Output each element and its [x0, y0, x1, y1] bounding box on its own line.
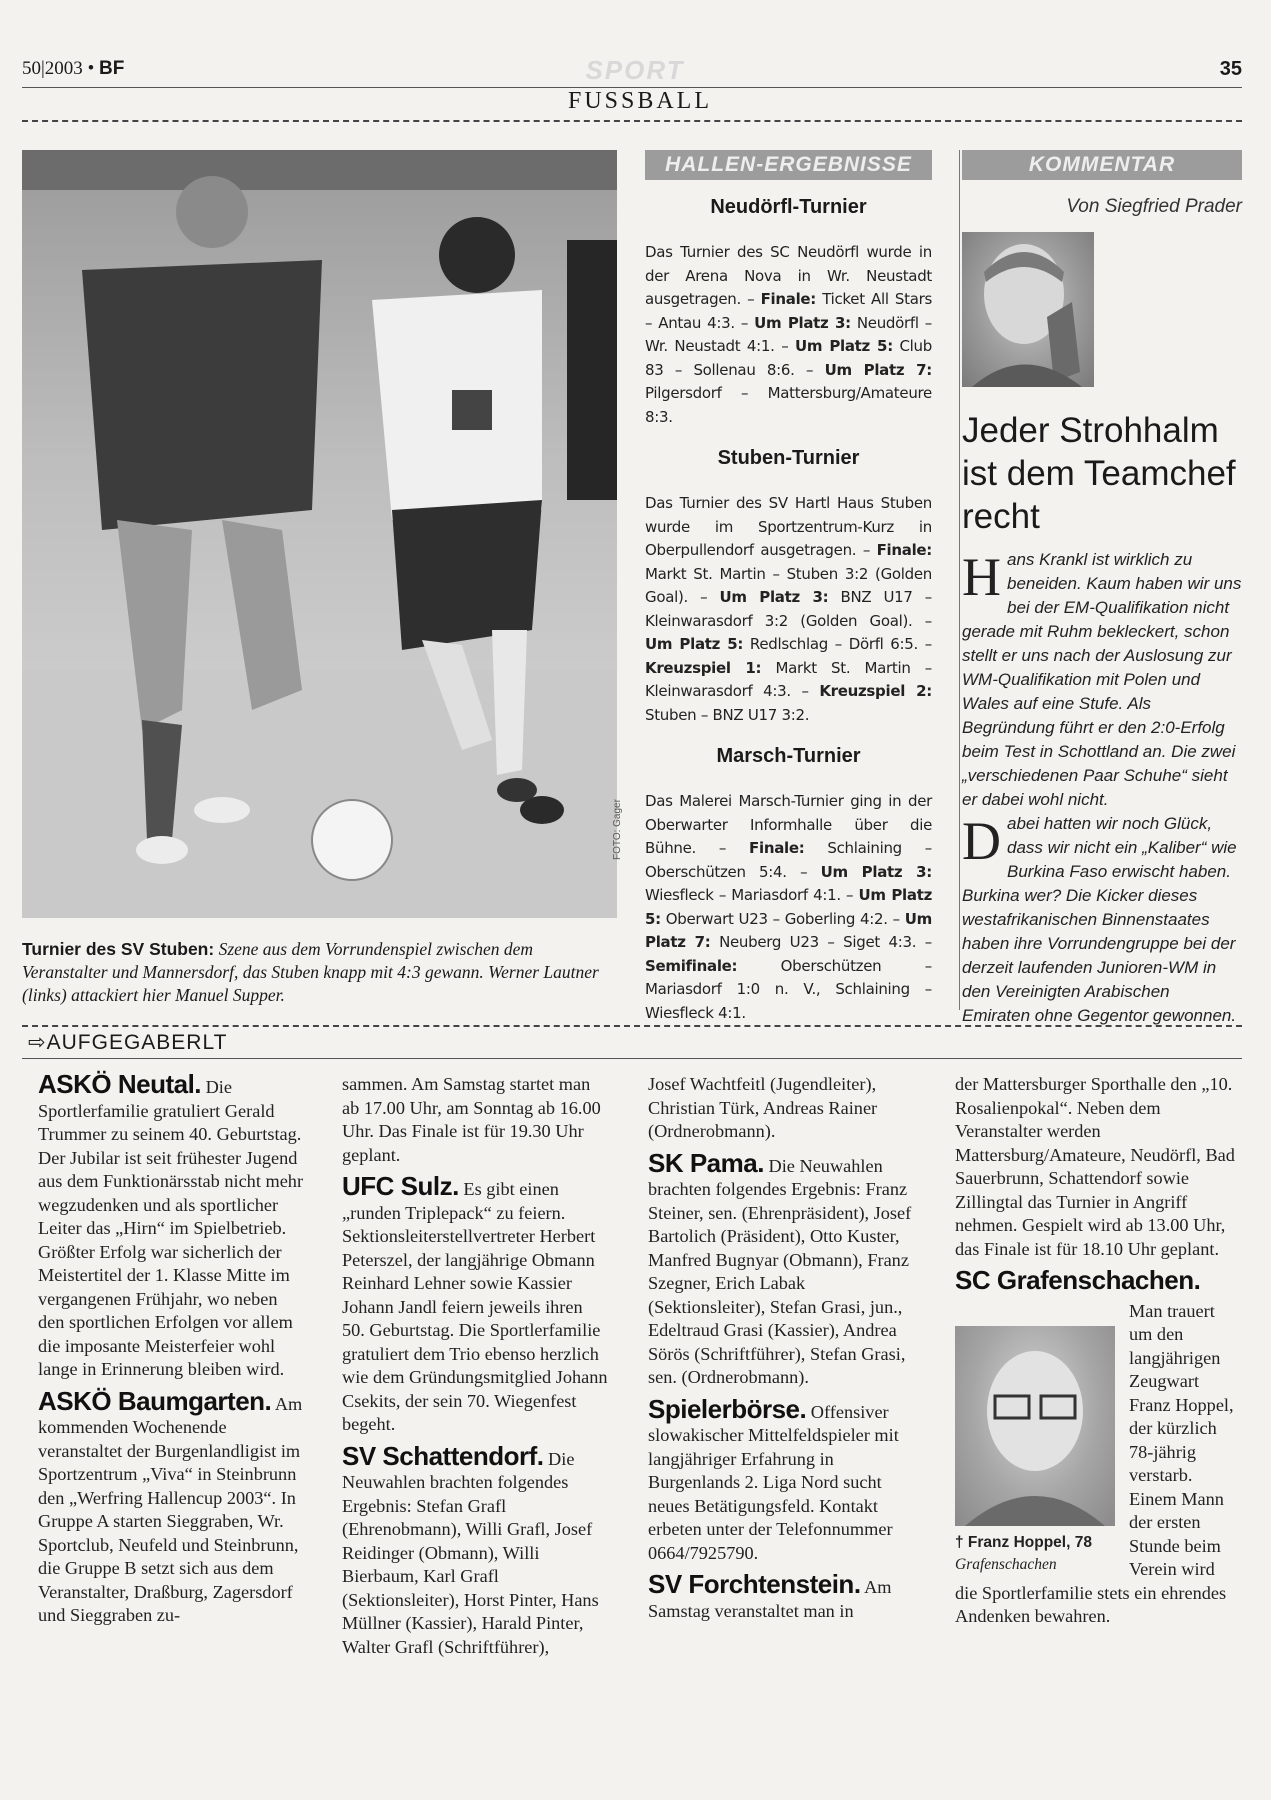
- publication-abbrev: BF: [98, 58, 125, 79]
- kommentar-author: Von Siegfried Prader: [1066, 196, 1242, 217]
- club-name: SC Grafenschachen.: [955, 1265, 1201, 1295]
- memorial-photo: [955, 1326, 1115, 1526]
- club-name: Spielerbörse.: [648, 1393, 807, 1424]
- section-dashed-rule: [22, 1025, 1242, 1027]
- kommentar-paragraph-2: [962, 812, 1242, 1028]
- result-title-neudoerfl: Neudörfl-Turnier: [710, 196, 867, 218]
- kommentar-paragraph-1: [962, 548, 1242, 812]
- section-title: SPORT: [585, 55, 685, 85]
- memorial-figure: [955, 1326, 1117, 1576]
- news-text: Es gibt einen „runden Triplepack“ zu feiern. Sektionsleiterstellvertreter Herbert Peterszel, der langjährige Obmann Reinhard Lehner sowie Kassier Johann Jandl feiern jeweils ihren 50. Geburtstag. Die Sportlerfamilie gratuliert dem Trio ebenso herzlich wie dem Gründungsmitglied Johann Csekits, der sein 70. Wiegenfest begeht.: [342, 1179, 608, 1434]
- photo-caption: [22, 938, 617, 1007]
- news-text: Die Neuwahlen brachten folgendes Ergebnis: Franz Steiner, sen. (Ehrenpräsident), Josef Bartolich (Präsident), Otto Kuster, Manfred Bugnyar (Obmann), Franz Szegner, Erich Labak (Sektionsleiter), Stefan Grasi, jun., Edeltraud Grasi (Kassier), Andrea Sörös (Schriftführer), Stefan Grasi, sen. (Ordnerobmann).: [648, 1155, 912, 1387]
- memorial-name: † Franz Hoppel, 78: [955, 1533, 1092, 1551]
- news-text: der Mattersburger Sporthalle den „10. Rosalienpokal“. Neben dem Veranstalter werden Mattersburg/Amateure, Neudörfl, Bad Sauerbrunn, Schattendorf sowie Zillingtal das Turnier in Angriff nehmen. Gespielt wird ab 13.00 Uhr, das Finale ist für 18.10 Uhr geplant.: [955, 1074, 1235, 1259]
- news-text: Man trauert um den langjährigen Zeugwart Franz Hoppel, der kürzlich 78-jährig verstarb. Einem Mann der ersten Stunde beim Verein wird die Sportlerfamilie stets ein ehrendes Andenken bewahren.: [955, 1300, 1234, 1626]
- column-divider: [959, 150, 960, 1010]
- result-text-neudoerfl: Das Turnier des SC Neudörfl wurde in der Arena Nova in Wr. Neustadt ausgetragen. – Finale: Ticket All Stars – Antau 4:3. – Um Platz 3: Neudörfl – Wr. Neustadt 4:1. – Um Platz 5: Club 83 – Sollenau 8:6. – Um Platz 7: Pilgersdorf – Mattersburg/Amateure 8:3.: [645, 243, 932, 426]
- aufgegaberlt-heading: [28, 1030, 227, 1055]
- news-column-1: [38, 1069, 306, 1636]
- club-name: ASKÖ Baumgarten.: [38, 1385, 272, 1416]
- news-item: [648, 1147, 923, 1390]
- kommentar-p1-text: ans Krankl ist wirklich zu beneiden. Kaum haben wir uns bei der EM-Qualifikation nicht gerade mit Ruhm bekleckert, schon stellt er uns nach der Auslosung zur WM-Qualifikation mit Polen und Wales auf eine Stufe. Als Begründung führt er den 2:0-Erfolg beim Test in Schottland an. Die zwei „verschiedenen Paar Schuhe“ sieht er dabei wohl nicht.: [962, 550, 1242, 809]
- news-item: [342, 1073, 610, 1167]
- news-item-grafenschachen: [955, 1265, 1235, 1296]
- photo-credit: FOTO: Gager: [612, 799, 623, 860]
- club-name: SK Pama.: [648, 1147, 764, 1178]
- news-column-2: [342, 1073, 610, 1667]
- news-item: [342, 1171, 610, 1437]
- memorial-place: Grafenschachen: [955, 1555, 1057, 1573]
- news-item: [648, 1569, 923, 1623]
- author-portrait: [962, 232, 1094, 387]
- club-name: SV Schattendorf.: [342, 1440, 544, 1471]
- bullet: •: [87, 58, 95, 79]
- club-name: SV Forchtenstein.: [648, 1569, 861, 1599]
- memorial-illustration: [955, 1326, 1115, 1526]
- subsection-title: FUSSBALL: [567, 88, 713, 114]
- photo-illustration: [22, 150, 617, 918]
- result-title-stuben: Stuben-Turnier: [717, 447, 860, 469]
- futsal-match-photo: [22, 150, 617, 918]
- page-number: 35: [1219, 58, 1242, 80]
- caption-lead: Turnier des SV Stuben:: [22, 939, 215, 959]
- portrait-illustration: [962, 232, 1094, 387]
- news-column-3: [648, 1073, 923, 1631]
- news-text: Die Neuwahlen brachten folgendes Ergebnis: Stefan Grafl (Ehrenobmann), Willi Grafl, Josef Reidinger (Obmann), Willi Bierbaum, Karl Grafl (Sektionsleiter), Horst Pinter, Hans Müllner (Kassier), Harald Pinter, Walter Grafl (Schriftführer),: [342, 1448, 599, 1657]
- news-text: Die Sportlerfamilie gratuliert Gerald Trummer zu seinem 40. Geburtstag. Der Jubilar ist seit frühester Jugend aus dem Funktionärsstab nicht mehr wegzudenken und als sportlicher Leiter das „Hirn“ im Spielbetrieb. Größter Erfolg war sicherlich der Meistertitel der 1. Klasse Mitte im vergangenen Frühjahr, wo neben den sportlichen Erfolgen vor allem die imposante Meisterfeier wohl lange in Erinnerung bleiben wird.: [38, 1077, 304, 1379]
- news-text: Am Samstag veranstaltet man in: [648, 1577, 892, 1621]
- dropcap-h: H: [962, 547, 1001, 607]
- result-text-stuben: Das Turnier des SV Hartl Haus Stuben wurde im Sportzentrum-Kurz in Oberpullendorf ausgetragen. – Finale: Markt St. Martin – Stuben 3:2 (Golden Goal). – Um Platz 3: BNZ U17 – Kleinwarasdorf 3:2 (Golden Goal). – Um Platz 5: Redlschlag – Dörfl 6:5. – Kreuzspiel 1: Markt St. Martin – Kleinwarasdorf 4:3. – Kreuzspiel 2: Stuben – BNZ U17 3:2.: [645, 494, 932, 724]
- news-text: Am kommenden Wochenende veranstaltet der Burgenlandligist im Sportzentrum „Viva“ in Steinbrunn den „Werfring Hallencup 2003“. In Gruppe A starten Sieggraben, Wr. Sportclub, Neufeld und Steinbrunn, die Gruppe B setzt sich aus dem Veranstalter, Draßburg, Zagersdorf und Sieggraben zu-: [38, 1393, 303, 1625]
- kommentar-title: Jeder Strohhalm ist dem Teamchef recht: [962, 411, 1236, 536]
- news-item: [342, 1440, 610, 1660]
- club-name: ASKÖ Neutal.: [38, 1069, 202, 1099]
- news-item: [38, 1385, 306, 1628]
- caption-text: Szene aus dem Vorrundenspiel zwischen dem Veranstalter und Mannersdorf, das Stuben knapp mit 4:3 gewann. Werner Lautner (links) attackiert hier Manuel Supper.: [22, 939, 599, 1005]
- kommentar-p2-text: abei hatten wir noch Glück, dass wir nicht ein „Kaliber“ wie Burkina Faso erwischt haben. Burkina wer? Die Kicker dieses westafrikanischen Binnenstaates haben ihre Vorrundengruppe bei der derzeit laufenden Junioren-WM in den Vereinigten Arabischen Emiraten ohne Gegentor gewonnen.: [962, 814, 1237, 1025]
- kommentar-column: [962, 150, 1242, 1028]
- news-item: [955, 1073, 1235, 1261]
- issue-label: [22, 58, 124, 80]
- result-title-marsch: Marsch-Turnier: [716, 745, 861, 767]
- news-item: [648, 1073, 923, 1144]
- arrow-icon: ⇨: [28, 1031, 47, 1054]
- grafenschachen-body: [955, 1300, 1235, 1629]
- section-rule: [22, 1058, 1242, 1059]
- hallen-banner: HALLEN-ERGEBNISSE: [645, 150, 932, 180]
- news-item: [648, 1393, 923, 1566]
- news-item: [38, 1069, 306, 1382]
- header-dashed-rule: [22, 120, 1242, 122]
- dropcap-d: D: [962, 811, 1001, 871]
- kommentar-banner: KOMMENTAR: [962, 150, 1242, 180]
- aufgegaberlt-label: AUFGEGABERLT: [46, 1031, 228, 1054]
- club-name: UFC Sulz.: [342, 1171, 459, 1201]
- news-text: sammen. Am Samstag startet man ab 17.00 Uhr, am Sonntag ab 16.00 Uhr. Das Finale ist für 19.30 Uhr geplant.: [342, 1074, 601, 1165]
- hallen-ergebnisse-column: [645, 150, 932, 1025]
- news-text: Josef Wachtfeitl (Jugendleiter), Christian Türk, Andreas Rainer (Ordnerobmann).: [648, 1074, 878, 1141]
- issue-number: 50|2003: [22, 58, 83, 79]
- news-column-4: [955, 1073, 1235, 1629]
- news-text: Offensiver slowakischer Mittelfeldspieler mit langjähriger Erfahrung in Burgenlands 2. Liga Nord sucht neues Betätigungsfeld. Kontakt erbeten unter der Telefonnummer 0664/7925790.: [648, 1401, 899, 1563]
- result-text-marsch: Das Malerei Marsch-Turnier ging in der Oberwarter Informhalle über die Bühne. – Finale: Schlaining – Oberschützen 5:4. – Um Platz 3: Wiesfleck – Mariasdorf 4:1. – Um Platz 5: Oberwart U23 – Goberling 4:2. – Um Platz 7: Neuberg U23 – Siget 4:3. – Semifinale: Oberschützen – Mariasdorf 1:0 n. V., Schlaining – Wiesfleck 4:1.: [645, 792, 932, 1022]
